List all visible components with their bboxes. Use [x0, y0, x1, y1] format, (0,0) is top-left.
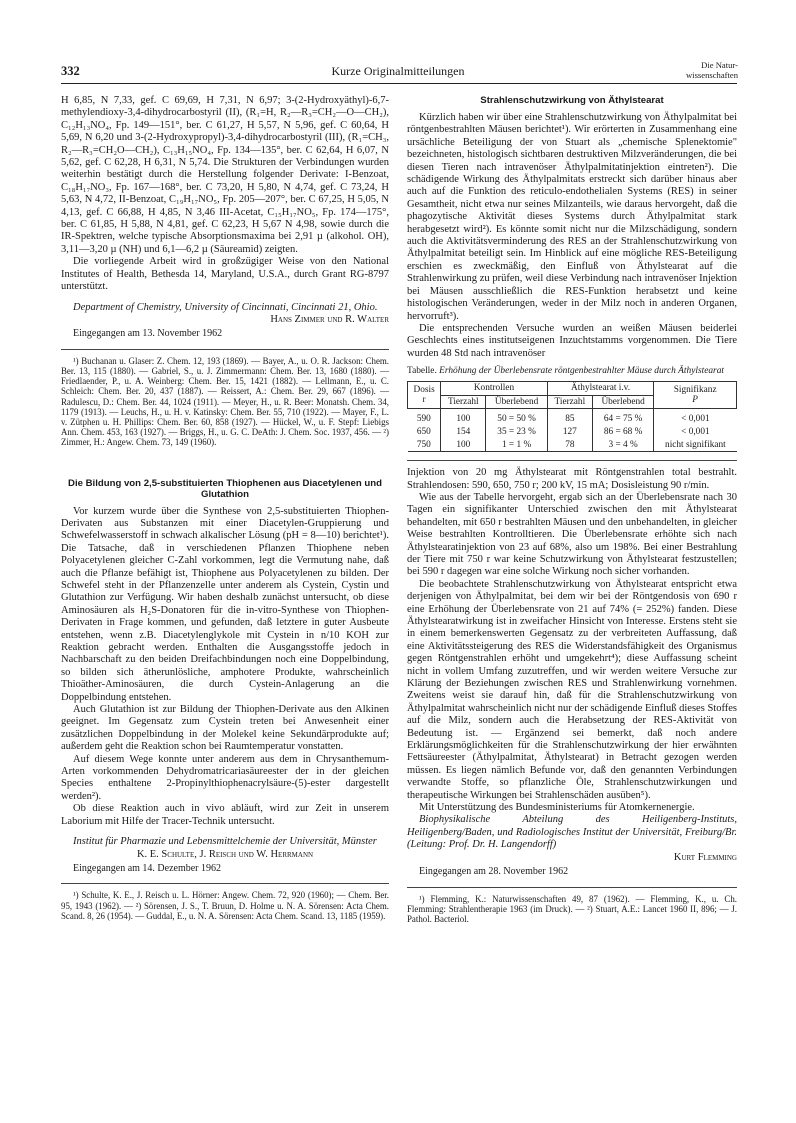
table-caption-prefix: Tabelle. — [407, 366, 437, 377]
table-head-kontrollen: Kontrollen — [441, 382, 548, 396]
table-subhead-ueberlebend: Überlebend — [486, 395, 547, 409]
table-subhead-tierzahl-2: Tierzahl — [547, 395, 592, 409]
table-head-dosis: Dosis r — [408, 382, 441, 409]
strahlenschutz-paragraph-6: Mit Unterstützung des Bundesministeriums für Atomkernenergie. — [419, 802, 695, 814]
affiliation-1: Department of Chemistry, University of Cincinnati, Cincinnati 21, Ohio. — [73, 301, 378, 313]
received-date-2: Eingegangen am 14. Dezember 1962 — [73, 862, 222, 874]
table-subhead-tierzahl: Tierzahl — [441, 395, 486, 409]
received-date-1: Eingegangen am 13. November 1962 — [73, 328, 223, 340]
table-subhead-ueberlebend-2: Überlebend — [592, 395, 653, 409]
footnote-rule-3 — [407, 887, 737, 888]
table-caption — [407, 366, 737, 377]
footnotes-2: ¹) Schulte, K. E., J. Reisch u. L. Hörner: Angew. Chem. 72, 920 (1960); — Chem. Ber. 95, 1943 (1962). — ²) Sörensen, J. S., T. Bruun, D. Holme u. N. A. Sörensen: Acta Chem. Scand. 8, 26 (1954). — Guddal, E., u. N. A. Sörensen: Acta Chem. Scand. 13, 1185 (1959). — [61, 890, 389, 921]
table-rule — [407, 460, 737, 461]
journal-name-line2: wissenschaften — [685, 70, 738, 80]
author-3: Kurt Flemming — [673, 851, 737, 863]
table-row: 590 100 50 = 50 % 85 64 = 75 % < 0,001 — [408, 409, 737, 426]
footnotes-1: ¹) Buchanan u. Glaser: Z. Chem. 12, 193 (1869). — Bayer, A., u. O. R. Jackson: Chem. Ber. 13, 115 (1880). — Gabriel, S., u. J. Zimmermann: Chem. Ber. 13, 1680 (1880). — Friedlaender, P., u. A. Weinberg: Chem. Ber. 15, 1421 (1882). — Lellmann, E., u. C. Schleich: Chem. Ber. 20, 437 (1887). — Reissert, A.: Chem. Ber. 29, 667 (1896). — Radulescu, D.: Chem. Ber. 44, 1024 (1911). — Meyer, H., u. R. Beer: Monatsh. Chem. 34, 1179 (1913). — Leuchs, H., u. H. v. Katinsky: Chem. Ber. 55, 710 (1922). — Mayer, F., L. v. Zütphen u. H. Phillips: Chem. Ber. 60, 858 (1927). — Hückel, W., u. F. Stepf: Liebigs Ann. Chem. 453, 163 (1927). — Briggs, H., u. G. C. DeAth: J. Chem. Soc. 1937, 456. — ²) Zimmer, H.: Angew. Chem. 73, 149 (1960). — [61, 355, 389, 448]
page-number: 332 — [61, 64, 80, 78]
continuation-paragraph: H 6,85, N 7,33, gef. C 69,69, H 7,31, N 6,97; 3-(2-Hydroxyäthyl)-6,7-methylendioxy-3,4-dihydrocarbostyril (II), (R₁=H, R₂—R₃=CH₂—O—CH₂), C₁₂H₁₃NO₄, Fp. 149—151°, ber. C 61,27, H 5,57, N 5,96, gef. C 60,64, H 5,69, N 6,20 und 3-(2-Hydroxypropyl)-3,4-dihydrocarbostyril (III), (R₁=CH₃, R₂—R₃=CH₂O—CH₂), C₁₃H₁₅NO₄, Fp. 134—135°, ber. C 62,64, H 6,07, N 5,62, gef. C 62,28, H 6,31, N 5,74. Die Strukturen der Verbindungen wurden weiterhin bestätigt durch die Herstellung folgender Derivate: I-Benzoat, C₁₈H₁₇NO₃, Fp. 167—168°, ber. C 73,20, H 5,80, N 4,74, gef. C 73,24, H 5,63, N 4,72, II-Benzoat, C₁₉H₁₇NO₅, Fp. 205—207°, ber. C 67,25, H 5,05, N 4,13, gef. C 66,88, H 4,85, N 3,46 III-Acetat, C₁₅H₁₇NO₅, Fp. 174—175°, ber. C 61,85, H 5,88, N 4,81, gef. C 62,23, H 5,67 N 4,98, sowie durch die IR-Spektren, welche typische Absorptionsmaxima bei 2,91 µ (alkohol. OH), 3,11—3,20 µ (NH) und 6,1—6,2 µ (Säureamid) zeigten. — [61, 95, 389, 255]
support-paragraph: Die vorliegende Arbeit wird in großzügiger Weise von den National Institutes of Health, Bethesda 14, Maryland, U.S.A., durch Grant RG-8797 unterstützt. — [61, 256, 389, 293]
table-head-signifikanz: Signifikanz P — [654, 382, 737, 409]
table-row: 750 100 1 = 1 % 78 3 = 4 % nicht signifikant — [408, 439, 737, 452]
strahlenschutz-paragraph-1: Kürzlich haben wir über eine Strahlenschutzwirkung von Äthylpalmitat bei röntgenbestrahlten Mäusen berichtet¹). Wir erörterten in Zusammenhang eine ursächliche Beteiligung der von Stuart als „chemische Splenektomie" bezeichneten, histologisch sichtbaren destruktiven Milzveränderungen, die bei diesen Tieren nach intravenöser Äthylpalmitatinjektion eintreten²). Die schädigende Wirkung des Äthylpalmitats erstreckt sich darüber hinaus aber auch auf die Funktion des reticulo-endothelialen Systems (RES) in seiner Gesamtheit, nicht etwa nur seines Milzanteils, wie daraus hervorgeht, daß die phagozytische Aktivität dieses Systems durch Äthylpalmitat stark herabgesetzt wird²). Es könnte somit nicht nur die Milzschädigung, sondern auch die Aktivitätsverminderung des RES an der Strahlenschutzwirkung von Äthylpalmitat beteiligt sein. Im Hinblick auf eine mögliche RES-Beteiligung erschien es zweckmäßig, den Einfluß von Äthylstearat auf die Strahlenwirkung zu prüfen, weil diese Verbindung nach intravenöser Injektion bei Mäusen ausschließlich die RES-Funktion herabsetzt und keine histologischen Veränderungen, weder in der Milz noch in anderen Organen, hervorruft³). — [407, 112, 737, 322]
article-title-strahlenschutz: Strahlenschutzwirkung von Äthylstearat — [480, 95, 664, 106]
thiophene-paragraph-1: Vor kurzem wurde über die Synthese von 2,5-substituierten Thiophen-Derivaten aus Substanzen mit einer Diacetylen-Gruppierung und Schwefelwasserstoff in schwach alkalischer Lösung (pH = 8—10) berichtet¹). Die Tatsache, daß in verschiedenen Pflanzen Thiophene neben Polyacetylenen gleicher C-Zahl vorkommen, legt die Vermutung nahe, daß auch die Pflanze befähigt ist, Thiophene aus Polyacetylenen zu bilden. Der Schwefel steht in der Pflanzenzelle unter anderem als Cystein, Cystin und Glutathion zur Verfügung. Wir haben deshalb zunächst untersucht, ob diese Aminosäuren als H₂S-Donatoren für die in-vitro-Synthese von Thiophen-Derivaten in Frage kommen, und gefunden, daß letztere in guter Ausbeute entstehen, wenn z.B. Diacetylenglykole mit Cystein in n/10 KOH zur Reaktion gebracht werden. Enthalten die Ausgangsstoffe jedoch in Nachbarschaft zu den beiden Dreifachbindungen noch eine Doppelbindung, so bilden sich ätherunlösliche, amphotere Produkte, wahrscheinlich Thioäther-Aminosäuren, die durch Cystein-Anlagerung an die Doppelbindung entstehen. — [61, 505, 389, 703]
left-column — [61, 95, 389, 921]
received-date-3: Eingegangen am 28. November 1962 — [419, 866, 569, 878]
authors-1: Hans Zimmer und R. Walter — [270, 313, 389, 325]
affiliation-2: Institut für Pharmazie und Lebensmittelchemie der Universität, Münster — [73, 836, 377, 848]
running-title: Kurze Originalmitteilungen — [331, 64, 465, 78]
table-caption-text: Erhöhung der Überlebensrate röntgenbestrahlter Mäuse durch Äthylstearat — [439, 366, 725, 377]
table-row: 650 154 35 = 23 % 127 86 = 68 % < 0,001 — [408, 426, 737, 439]
affiliation-3: Biophysikalische Abteilung des Heiligenberg-Instituts, Heiligenberg/Baden, und Radiologisches Institut der Universität, Freiburg/Br. (Leitung: Prof. Dr. H. Langendorff) — [407, 814, 737, 851]
survival-table — [407, 381, 737, 452]
right-column — [407, 95, 737, 924]
article-title-thiophene: Die Bildung von 2,5-substituierten Thiophenen aus Diacetylenen und Glutathion — [68, 477, 382, 500]
journal-name-line1: Die Natur- — [701, 60, 738, 70]
strahlenschutz-paragraph-3: Injektion von 20 mg Äthylstearat mit Röntgenstrahlen total bestrahlt. Strahlendosen: 590, 650, 750 r; 200 kV, 15 mA; Dosisleistung 90 r/min. — [407, 467, 737, 491]
footnotes-3: ¹) Flemming, K.: Naturwissenschaften 49, 87 (1962). — Flemming, K., u. Ch. Flemming: Strahlentherapie 1963 (im Druck). — ²) Stuart, A.E.: Lancet 1960 II, 896; — J. Pathol. Bacteriol. — [407, 893, 737, 924]
journal-name — [686, 60, 738, 80]
thiophene-paragraph-4: Ob diese Reaktion auch in vivo abläuft, wird zur Zeit in unserem Laborium mit Hilfe der Tracer-Technik untersucht. — [61, 803, 389, 827]
table-head-aethylstearat: Äthylstearat i.v. — [547, 382, 654, 396]
strahlenschutz-paragraph-2: Die entsprechenden Versuche wurden an weißen Mäusen beiderlei Geschlechts eines institutseigenen Inzuchtstamms vorgenommen. Die Tiere wurden 48 Std nach intravenöser — [407, 322, 737, 359]
authors-2: K. E. Schulte, J. Reisch und W. Herrmann — [136, 848, 314, 860]
footnote-rule-2 — [61, 883, 389, 884]
thiophene-paragraph-3: Auf diesem Wege konnte unter anderem aus dem in Chrysanthemum-Arten vorkommenden Dehydromatricariasäureester der in der gleichen Species enthaltene 2-Propinylthiophenacrylsäure-(5)-ester dargestellt werden²). — [61, 753, 389, 802]
footnote-rule-1 — [61, 349, 389, 350]
strahlenschutz-paragraph-4: Wie aus der Tabelle hervorgeht, ergab sich an der Überlebensrate nach 30 Tagen ein signifikanter Unterschied zwischen den mit Äthylstearat behandelten, mit 650 r bestrahlten Mäusen und den unbehandelten, in gleicher Weise bestrahlten Kontrolltieren. Die Überlebensrate erhöhte sich nach Äthylstearatinjektion von 23 auf 68%, also um 198%. Bei einer Bestrahlung der Tiere mit 750 r war keine Schutzwirkung von Äthylstearat festzustellen; bei 590 r dagegen war eine solche Wirkung noch sicher vorhanden. — [407, 491, 737, 578]
header-rule — [61, 83, 737, 84]
strahlenschutz-paragraph-5: Die beobachtete Strahlenschutzwirkung von Äthylstearat entspricht etwa derjenigen von Äthylpalmitat, bei dem wir bei der Röntgendosis von 690 r eine Erhöhung der Überlebensrate von 21 auf 74% (= 252%) fanden. Diese Äthylstearatwirkung ist in zweifacher Hinsicht von Interesse. Erstens steht sie in einem bemerkenswerten Gegensatz zu der verbreiteten Auffassung, daß eine Aktivitätssteigerung des RES die Widerstandsfähigkeit des Organismus gegen Röntgenstrahlen erhöht und umgekehrt⁴); diese Auffassung scheint nicht in vollem Umfang zuzutreffen, und wir werden weitere Versuche zur Klärung der Beziehungen zwischen RES und Strahlenwirkung vornehmen. Zweitens weist sie darauf hin, daß für die Strahlenschutzwirkung von Äthylpalmitat wahrscheinlich nicht nur der schädigende Einfluß dieses Stoffes auf die Milz, sondern auch die Herabsetzung der RES-Aktivität von Bedeutung ist. — Ergänzend sei bemerkt, daß noch andere Erklärungsmöglichkeiten für die Strahlenschutzwirkung der hier erwähnten Fettsäureester (Äthylpalmitat, Äthylstearat) in Betracht gezogen werden müssen. Es liegen nämlich Befunde vor, daß den genannten Verbindungen verwandte Stoffe, so pflanzliche Öle, Strahlenschutzwirkungen und therapeutische Wirkungen bei Strahlenschäden ausüben⁵). — [407, 578, 737, 801]
thiophene-paragraph-2: Auch Glutathion ist zur Bildung der Thiophen-Derivate aus den Alkinen geeignet. Im Gegensatz zum Cystein treten bei Anwesenheit einer zusätzlichen Doppelbindung in der Molekel keine Sekundärprodukte auf; außerdem geht die Reaktion schon bei Raumtemperatur vonstatten. — [61, 704, 389, 753]
